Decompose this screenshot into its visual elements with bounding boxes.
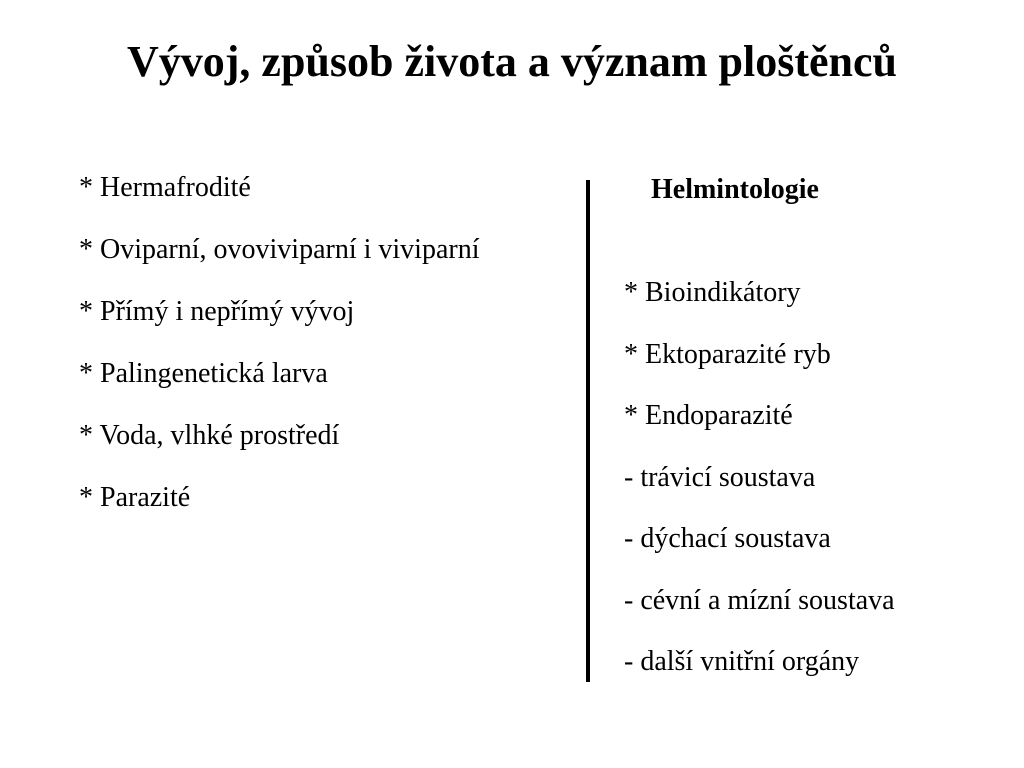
list-item: * Hermafrodité [79,172,251,203]
list-item: - cévní a mízní soustava [624,584,895,616]
column-divider [586,180,590,682]
list-item: - trávicí soustava [624,461,816,493]
left-column-list [79,172,480,544]
list-item: * Bioindikátory [624,277,801,308]
list-item: - další vnitřní orgány [624,646,860,677]
list-item: * Oviparní, ovoviviparní i viviparní [79,234,480,265]
right-column-list [624,277,895,708]
list-item: * Parazité [79,482,191,513]
slide-title: Vývoj, způsob života a význam ploštěnců [126,37,898,86]
list-item: * Endoparazité [624,400,793,431]
list-item: * Ektoparazité ryb [624,338,831,370]
right-column-heading: Helmintologie [651,174,819,205]
list-item: * Přímý i nepřímý vývoj [79,296,355,327]
list-item: * Palingenetická larva [79,358,328,389]
list-item: - dýchací soustava [624,523,831,554]
list-item: * Voda, vlhké prostředí [79,420,340,451]
